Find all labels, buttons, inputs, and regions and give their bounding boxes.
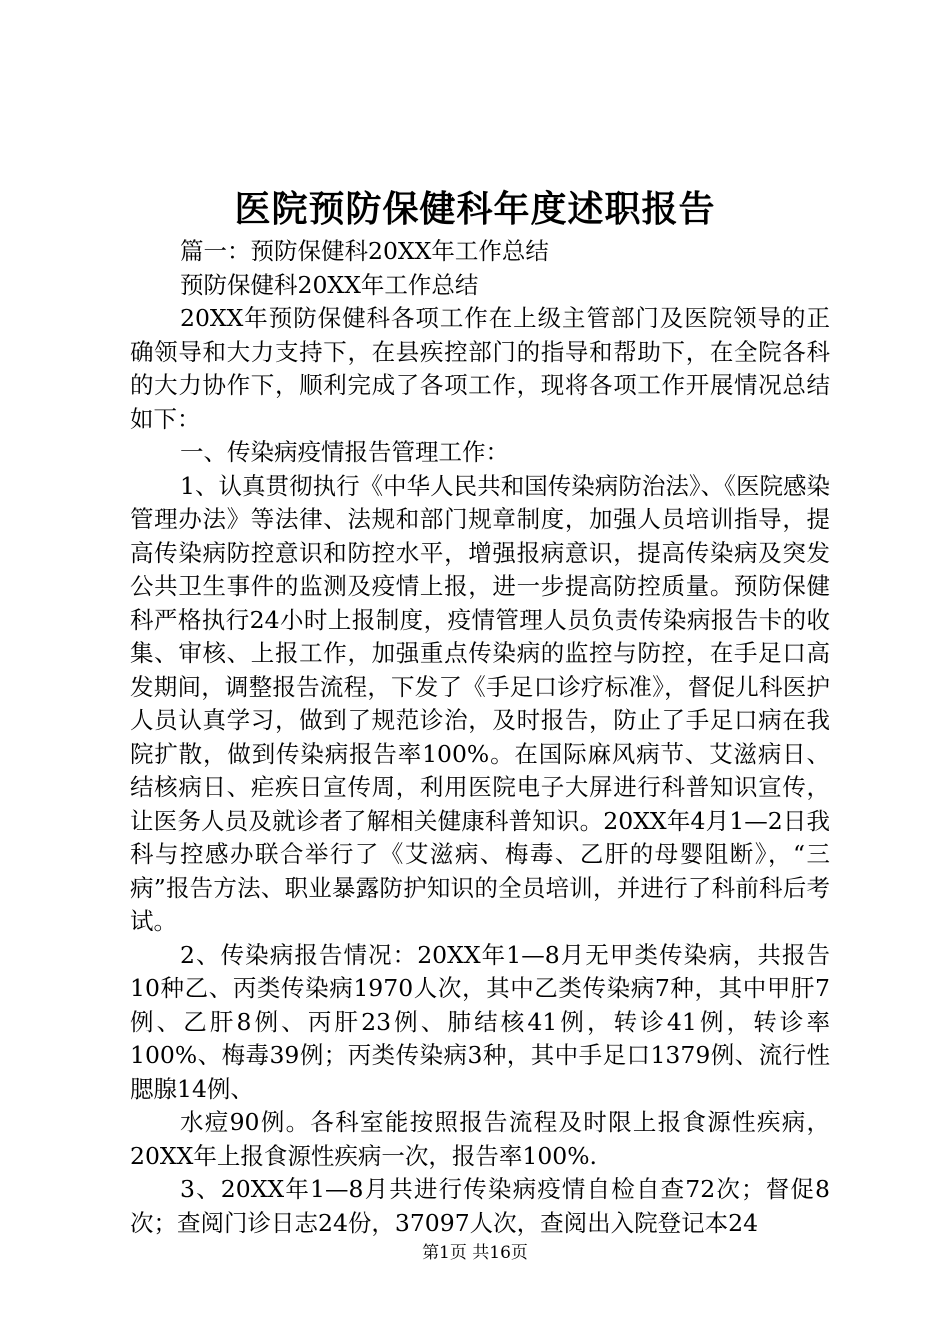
document-body xyxy=(130,235,830,1240)
paragraph-heading-1: 一、传染病疫情报告管理工作： xyxy=(180,438,509,466)
paragraph-intro: 20XX年预防保健科各项工作在上级主管部门及医院领导的正确领导和大力支持下，在县疾控部门的指导和帮助下，在全院各科的大力协作下，顺利完成了各项工作，现将各项工作开展情况总结如下： xyxy=(130,304,830,433)
document-title: 医院预防保健科年度述职报告 xyxy=(234,188,716,230)
paragraph-item-3: 3、20XX年1—8月共进行传染病疫情自检自查72次；督促8次；查阅门诊日志24份，37097人次，查阅出入院登记本24 xyxy=(130,1175,830,1237)
paragraph-item-2: 2、传染病报告情况：20XX年1—8月无甲类传染病，共报告10种乙、丙类传染病1970人次，其中乙类传染病7种，其中甲肝7例、乙肝8例、丙肝23例、肺结核41例，转诊41例，转诊率100%、梅毒39例；丙类传染病3种，其中手足口1379例、流行性腮腺14例、 xyxy=(130,940,830,1103)
paragraph-section-heading: 篇一：预防保健科20XX年工作总结 xyxy=(180,237,549,265)
paragraph-item-1: 1、认真贯彻执行《中华人民共和国传染病防治法》、《医院感染管理办法》等法律、法规和部门规章制度，加强人员培训指导，提高传染病防控意识和防控水平，增强报病意识，提高传染病及突发公共卫生事件的监测及疫情上报，进一步提高防控质量。预防保健科严格执行24小时上报制度，疫情管理人员负责传染病报告卡的收集、审核、上报工作，加强重点传染病的监控与防控，在手足口高发期间，调整报告流程，下发了《手足口诊疗标准》，督促儿科医护人员认真学习，做到了规范诊治，及时报告，防止了手足口病在我院扩散，做到传染病报告率100%。在国际麻风病节、艾滋病日、结核病日、疟疾日宣传周，利用医院电子大屏进行科普知识宣传，让医务人员及就诊者了解相关健康科普知识。20XX年4月1—2日我科与控感办联合举行了《艾滋病、梅毒、乙肝的母婴阻断》，“三病”报告方法、职业暴露防护知识的全员培训，并进行了科前科后考试。 xyxy=(130,471,830,935)
page-number-footer: 第1页 共16页 xyxy=(422,1243,528,1263)
paragraph-subtitle: 预防保健科20XX年工作总结 xyxy=(180,270,479,299)
paragraph-item-2-continued: 水痘90例。各科室能按照报告流程及时限上报食源性疾病，20XX年上报食源性疾病一次，报告率100%. xyxy=(130,1108,830,1170)
